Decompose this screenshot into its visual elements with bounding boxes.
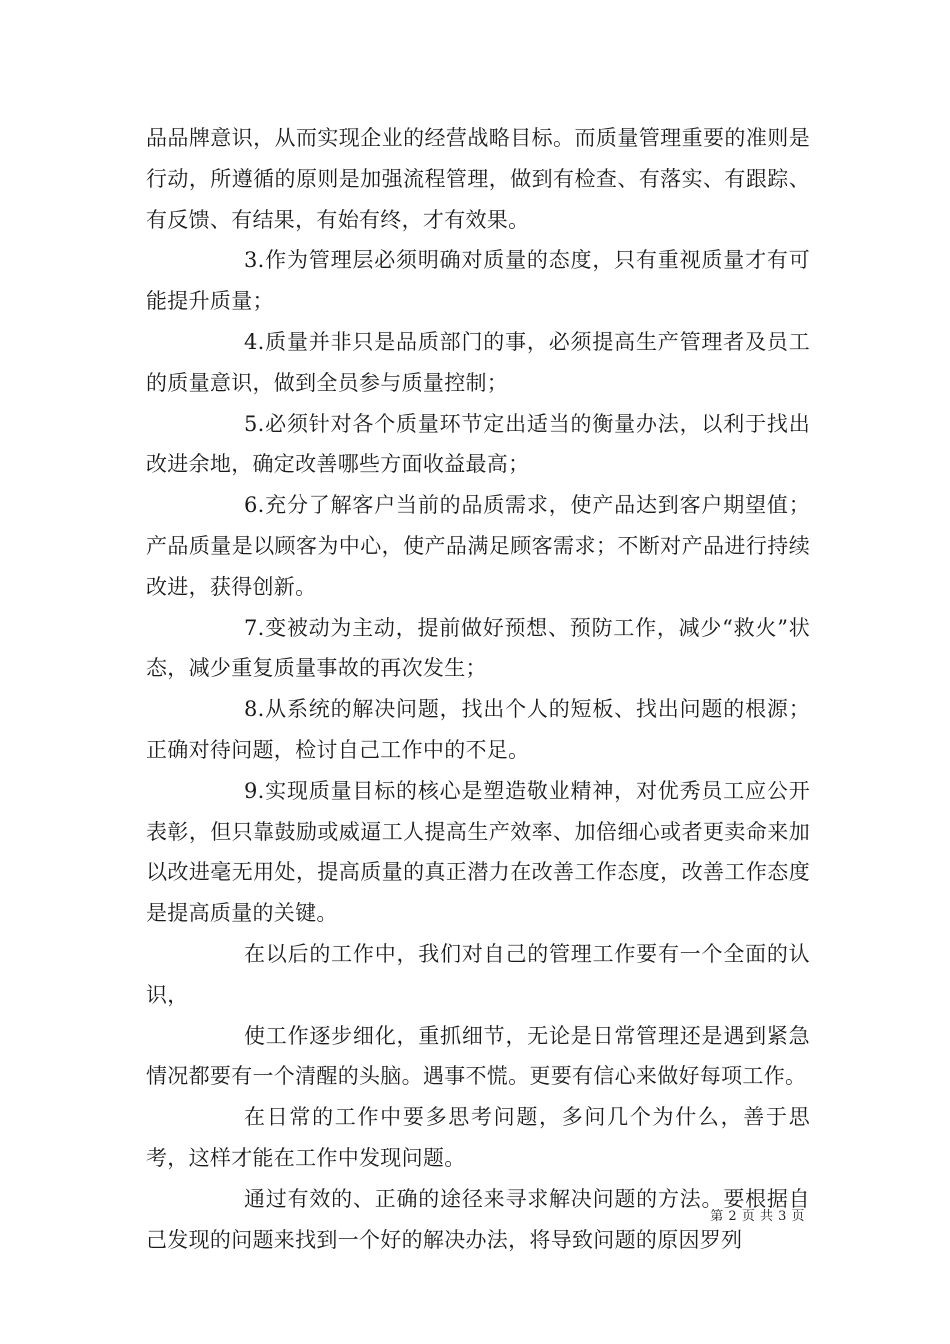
document-body (146, 118, 810, 1260)
paragraph-item-9: 9.实现质量目标的核心是塑造敬业精神，对优秀员工应公开表彰，但只靠鼓励或威逼工人提高生产效率、加倍细心或者更卖命来加以改进毫无用处，提高质量的真正潜力在改善工作态度，改善工作态度是提高质量的关键。 (146, 778, 810, 926)
paragraph-thinking: 在日常的工作中要多思考问题，多问几个为什么，善于思考，这样才能在工作中发现问题。 (146, 1105, 810, 1170)
paragraph-future-work: 在以后的工作中，我们对自己的管理工作要有一个全面的认识， (146, 941, 810, 1007)
paragraph-item-3: 3.作为管理层必须明确对质量的态度，只有重视质量才有可能提升质量； (146, 248, 810, 314)
paragraph-item-8: 8.从系统的解决问题，找出个人的短板、找出问题的根源；正确对待问题，检讨自己工作中的不足。 (146, 697, 810, 762)
paragraph-item-4: 4.质量并非只是品质部门的事，必须提高生产管理者及员工的质量意识，做到全员参与质量控制； (146, 329, 810, 395)
paragraph-item-6: 6.充分了解客户当前的品质需求，使产品达到客户期望值；产品质量是以顾客为中心，使产品满足顾客需求；不断对产品进行持续改进，获得创新。 (146, 493, 810, 599)
paragraph-item-5: 5.必须针对各个质量环节定出适当的衡量办法，以利于找出改进余地，确定改善哪些方面收益最高； (146, 411, 810, 477)
paragraph-intro: 品品牌意识，从而实现企业的经营战略目标。而质量管理重要的准则是行动，所遵循的原则是加强流程管理，做到有检查、有落实、有跟踪、有反馈、有结果，有始有终，才有效果。 (146, 126, 810, 232)
paragraph-solutions: 通过有效的、正确的途径来寻求解决问题的方法。要根据自己发现的问题来找到一个好的解决办法，将导致问题的原因罗列 (146, 1186, 810, 1252)
paragraph-item-7: 7.变被动为主动，提前做好预想、预防工作，减少“救火”状态，减少重复质量事故的再次发生； (146, 615, 810, 681)
paragraph-details: 使工作逐步细化，重抓细节，无论是日常管理还是遇到紧急情况都要有一个清醒的头脑。遇事不慌。更要有信心来做好每项工作。 (146, 1023, 810, 1089)
page-number: 第 2 页 共 3 页 (710, 1209, 805, 1224)
